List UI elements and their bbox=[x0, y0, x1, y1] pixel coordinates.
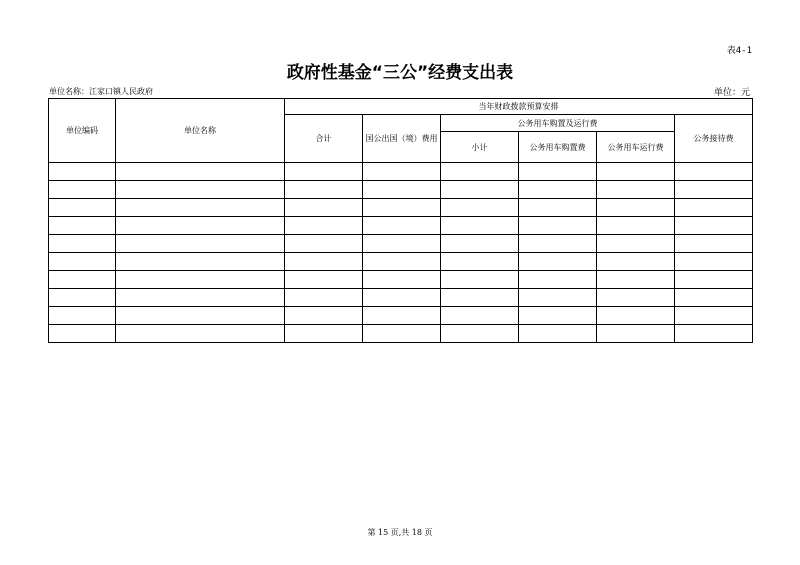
table-cell bbox=[116, 289, 285, 307]
table-cell bbox=[597, 289, 675, 307]
table-row bbox=[49, 199, 753, 217]
table-number: 表4-1 bbox=[726, 46, 752, 56]
table-cell bbox=[675, 199, 753, 217]
table-cell bbox=[675, 289, 753, 307]
table-cell bbox=[49, 307, 116, 325]
table-cell bbox=[116, 163, 285, 181]
header-budget-group: 当年财政拨款预算安排 bbox=[285, 99, 753, 115]
table-cell bbox=[363, 253, 441, 271]
table-cell bbox=[363, 217, 441, 235]
table-cell bbox=[363, 271, 441, 289]
currency-unit-label: 单位：元 bbox=[713, 88, 750, 98]
header-vehicle-group: 公务用车购置及运行费 bbox=[441, 115, 675, 132]
table-cell bbox=[441, 289, 519, 307]
table-cell bbox=[519, 325, 597, 343]
table-cell bbox=[597, 235, 675, 253]
table-cell bbox=[675, 271, 753, 289]
table-row bbox=[49, 163, 753, 181]
table-cell bbox=[49, 181, 116, 199]
header-reception: 公务接待费 bbox=[675, 115, 753, 163]
document-title: 政府性基金“三公”经费支出表 bbox=[286, 63, 514, 83]
header-overseas: 国公出国（境）费用 bbox=[363, 115, 441, 163]
table-cell bbox=[675, 181, 753, 199]
table-cell bbox=[285, 307, 363, 325]
table-cell bbox=[49, 235, 116, 253]
table-cell bbox=[363, 199, 441, 217]
table-row bbox=[49, 217, 753, 235]
table-cell bbox=[441, 253, 519, 271]
table-cell bbox=[363, 325, 441, 343]
table-cell bbox=[49, 325, 116, 343]
table-cell bbox=[49, 163, 116, 181]
table-cell bbox=[597, 163, 675, 181]
table-row bbox=[49, 307, 753, 325]
table-cell bbox=[49, 217, 116, 235]
table-cell bbox=[441, 307, 519, 325]
table-cell bbox=[285, 199, 363, 217]
table-cell bbox=[441, 163, 519, 181]
table-cell bbox=[285, 253, 363, 271]
table-cell bbox=[597, 271, 675, 289]
header-subtotal: 小计 bbox=[441, 132, 519, 163]
table-cell bbox=[519, 199, 597, 217]
table-cell bbox=[675, 217, 753, 235]
table-cell bbox=[285, 271, 363, 289]
table-cell bbox=[116, 307, 285, 325]
table-cell bbox=[116, 235, 285, 253]
table-cell bbox=[441, 235, 519, 253]
table-cell bbox=[49, 253, 116, 271]
table-cell bbox=[116, 271, 285, 289]
table-cell bbox=[441, 325, 519, 343]
table-cell bbox=[116, 199, 285, 217]
table-cell bbox=[116, 325, 285, 343]
table-cell bbox=[519, 181, 597, 199]
table-cell bbox=[441, 199, 519, 217]
table-cell bbox=[441, 181, 519, 199]
table-cell bbox=[49, 271, 116, 289]
header-total: 合计 bbox=[285, 115, 363, 163]
table-cell bbox=[285, 217, 363, 235]
table-cell bbox=[675, 307, 753, 325]
table-cell bbox=[49, 289, 116, 307]
table-cell bbox=[519, 253, 597, 271]
table-cell bbox=[597, 307, 675, 325]
table-row bbox=[49, 253, 753, 271]
table-cell bbox=[116, 217, 285, 235]
table-row bbox=[49, 271, 753, 289]
header-vehicle-operation: 公务用车运行费 bbox=[597, 132, 675, 163]
table-row bbox=[49, 181, 753, 199]
page-footer: 第 15 页,共 18 页 bbox=[367, 528, 433, 537]
table-cell bbox=[441, 271, 519, 289]
table-cell bbox=[675, 163, 753, 181]
table-cell bbox=[519, 217, 597, 235]
table-cell bbox=[519, 289, 597, 307]
table-cell bbox=[441, 217, 519, 235]
expense-table bbox=[48, 98, 753, 343]
table-cell bbox=[116, 181, 285, 199]
table-cell bbox=[285, 163, 363, 181]
table-cell bbox=[519, 271, 597, 289]
table-cell bbox=[363, 307, 441, 325]
header-unit-code: 单位编码 bbox=[49, 99, 116, 163]
table-cell bbox=[285, 235, 363, 253]
unit-name-label: 单位名称：江家口镇人民政府 bbox=[49, 87, 153, 96]
header-row-1 bbox=[49, 99, 753, 115]
table-cell bbox=[519, 235, 597, 253]
table-cell bbox=[49, 199, 116, 217]
table-cell bbox=[597, 199, 675, 217]
header-unit-name: 单位名称 bbox=[116, 99, 285, 163]
header-vehicle-purchase: 公务用车购置费 bbox=[519, 132, 597, 163]
table-cell bbox=[363, 163, 441, 181]
table-cell bbox=[363, 181, 441, 199]
table-cell bbox=[675, 325, 753, 343]
table-cell bbox=[519, 307, 597, 325]
table-cell bbox=[519, 163, 597, 181]
table-cell bbox=[597, 253, 675, 271]
table-row bbox=[49, 289, 753, 307]
table-cell bbox=[675, 235, 753, 253]
table-cell bbox=[597, 181, 675, 199]
table-cell bbox=[116, 253, 285, 271]
table-row bbox=[49, 325, 753, 343]
table-cell bbox=[285, 289, 363, 307]
table-cell bbox=[285, 325, 363, 343]
table-cell bbox=[285, 181, 363, 199]
table-cell bbox=[675, 253, 753, 271]
table-cell bbox=[597, 217, 675, 235]
table-cell bbox=[597, 325, 675, 343]
table-cell bbox=[363, 235, 441, 253]
table-row bbox=[49, 235, 753, 253]
table-cell bbox=[363, 289, 441, 307]
